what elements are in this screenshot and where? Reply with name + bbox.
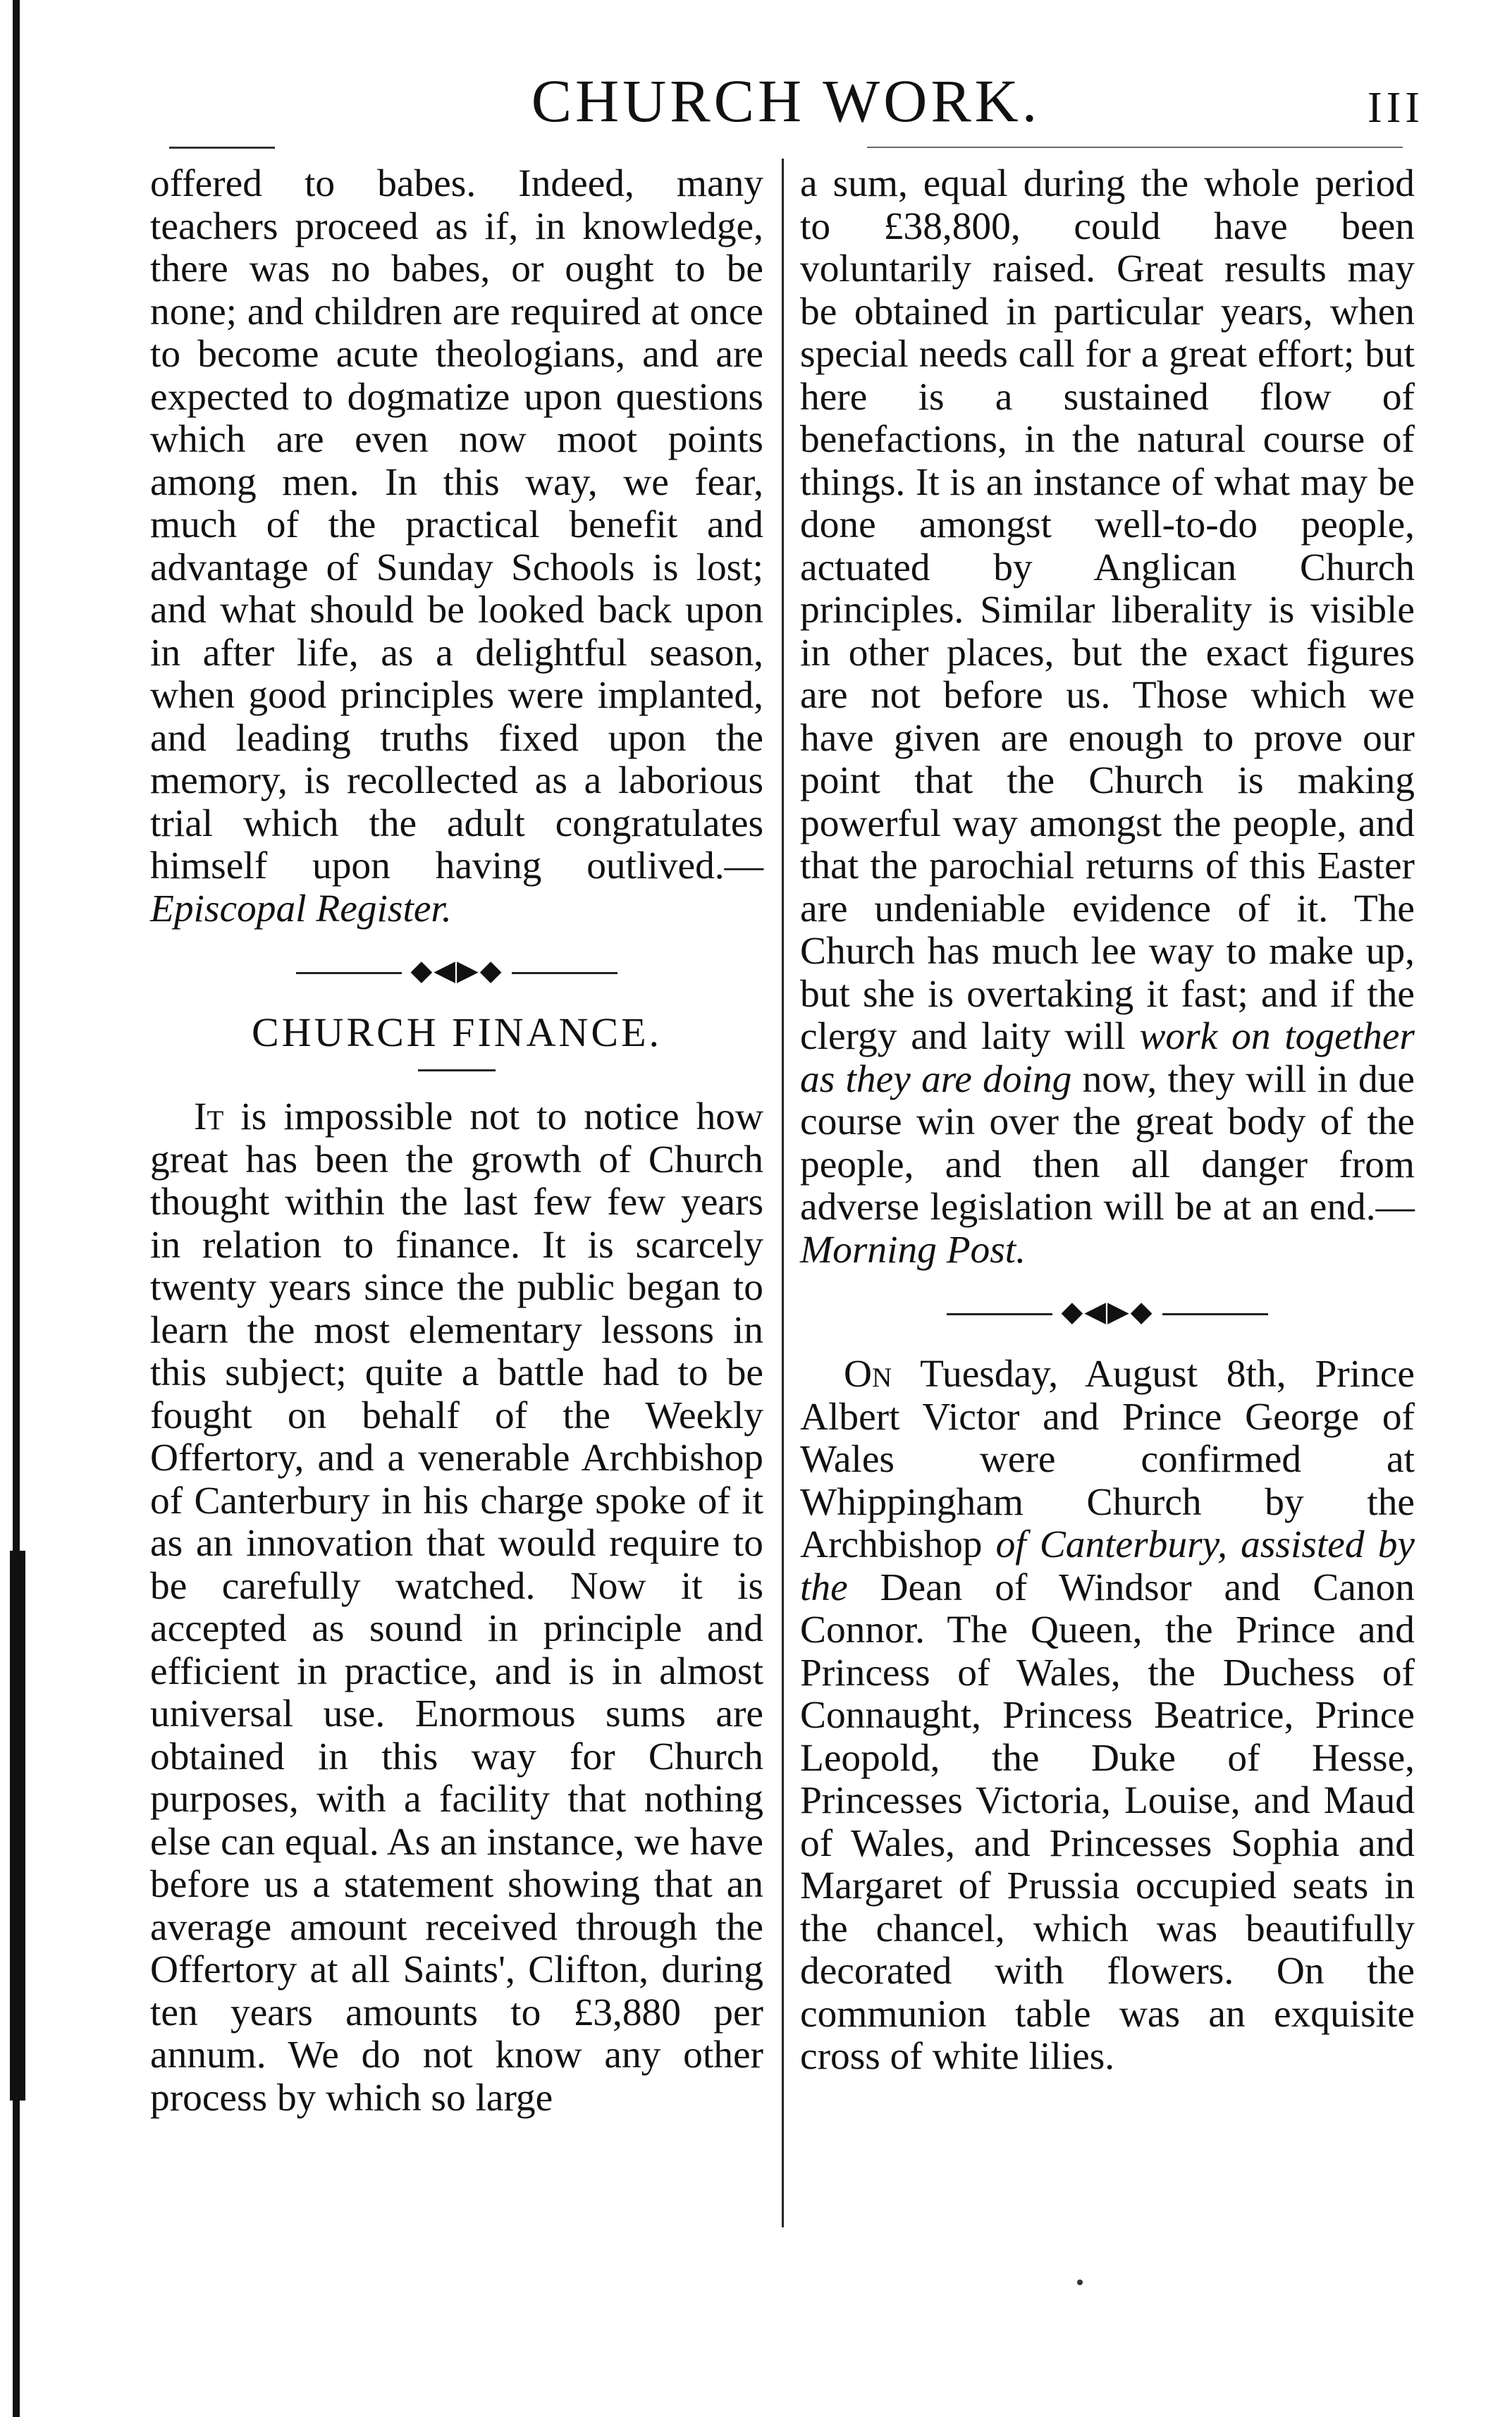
page-number: III (1367, 84, 1424, 132)
church-finance-continued-paragraph (800, 162, 1415, 1271)
running-title: CHURCH WORK. (531, 67, 1041, 135)
paragraph-text: a sum, equal during the whole period to £38,800, could have been voluntarily raised. Great results may be obtained in particular years, when special needs call for a great effort; but here is a sustained flow of benefactions, in the natural course of things. It is an instance of what may be done amongst well-to-do people, actuated by Anglican Church principles. Similar liberality is visible in other places, but the exact figures are not before us. Those which we have given are enough to prove our point that the Church is making powerful way amongst the people, and that the parochial returns of this Easter are undeniable evidence of it. The Church has much lee way to make up, but she is overtaking it fast; and if the clergy and laity will (800, 161, 1415, 1057)
paragraph-text: is impossible not to notice how great has been the growth of Church thought within the last few few years in relation to finance. It is scarcely twenty years since the public began to learn the most elementary lessons in this subject; quite a battle had to be fought on behalf of the Weekly Offertory, and a venerable Archbishop of Canterbury in his charge spoke of it as an innovation that would require to be carefully watched. Now it is accepted as sound in principle and efficient in practice, and is in almost universal use. Enormous sums are obtained in this way for Church purposes, with a facility that nothing else can equal. As an instance, we have before us a statement showing that an average amount received through the Offertory at all Saints', Clifton, during ten years amounts to £3,880 per annum. We do not know any other process by which so large (150, 1095, 763, 2119)
printer-mark (1077, 2280, 1083, 2285)
paragraph-text-end: now, they will in due course win over the great body of the people, and then all danger from adverse legislation will be at an end.— (800, 1057, 1415, 1228)
ornament-glyphs: ◆◀▶◆ (410, 954, 503, 986)
page-header (148, 62, 1424, 140)
italic-phrase: work on together as they are doing (800, 1014, 1415, 1100)
page-binding-shadow (10, 1551, 25, 2101)
paragraph-text: Tuesday, August 8th, Prince Albert Victor and Prince George of Wales were confirmed at Whippingham Church by the Archbishop (800, 1352, 1415, 1566)
confirmation-paragraph (800, 1353, 1415, 2078)
header-rule-right (867, 147, 1403, 148)
column-divider (782, 159, 784, 2227)
paragraph-text: offered to babes. Indeed, many teachers proceed as if, in knowledge, there was no babes, or ought to be none; and children are required at once to become acute theologians, and are expected to dogmatize upon questions which are even now moot points among men. In this way, we fear, much of the practical benefit and advantage of Sunday Schools is lost; and what should be looked back upon in after life, as a delightful season, when good principles were implanted, and leading truths fixed upon the memory, is recollected as a laborious trial which the adult congratulates himself upon having outlived.— (150, 161, 763, 887)
italic-phrase: of Canterbury, assisted by the (800, 1523, 1415, 1609)
paragraph-lead: On (844, 1352, 892, 1395)
paragraph-text-end: Dean of Windsor and Canon Connor. The Queen, the Prince and Princess of Wales, the Duchess of Connaught, Princess Beatrice, Prince Leopold, the Duke of Hesse, Princesses Victoria, Louise, and Maud of Wales, and Princesses Sophia and Margaret of Prussia occupied seats in the chancel, which was beautifully decorated with flowers. On the communion table was an exquisite cross of white lilies. (800, 1565, 1415, 2077)
paragraph-lead: It (194, 1095, 224, 1138)
section-ornament (150, 949, 763, 992)
right-column (800, 162, 1415, 2078)
source-citation: Morning Post. (800, 1227, 1026, 1271)
ornament-glyphs: ◆◀▶◆ (1061, 1296, 1154, 1327)
title-rule (418, 1069, 496, 1071)
header-rule-left (169, 147, 275, 149)
section-title: CHURCH FINANCE. (251, 1009, 663, 1055)
source-citation: Episcopal Register. (150, 886, 452, 930)
left-column (150, 162, 763, 2119)
church-finance-paragraph (150, 1095, 763, 2119)
section-ornament (800, 1291, 1415, 1333)
episcopal-register-paragraph (150, 162, 763, 930)
